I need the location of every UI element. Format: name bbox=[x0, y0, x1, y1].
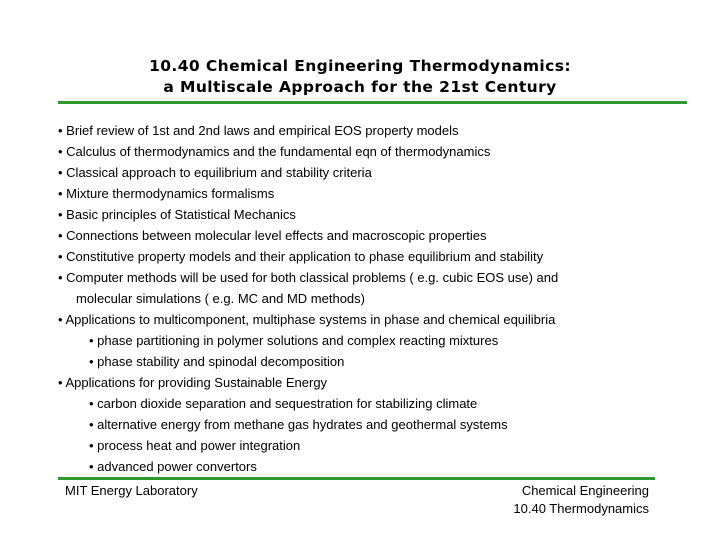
sub-bullet-item: • alternative energy from methane gas hydrates and geothermal systems bbox=[89, 417, 508, 432]
bullet-item: • Constitutive property models and their application to phase equilibrium and stability bbox=[58, 249, 544, 264]
bullet-continuation: molecular simulations ( e.g. MC and MD methods) bbox=[76, 291, 365, 306]
sub-bullet-item: • carbon dioxide separation and sequestration for stabilizing climate bbox=[89, 396, 478, 411]
bullet-item: • Basic principles of Statistical Mechanics bbox=[58, 207, 296, 222]
bullet-item: • Connections between molecular level effects and macroscopic properties bbox=[58, 228, 487, 243]
sub-bullet-item: • phase stability and spinodal decomposition bbox=[89, 354, 345, 369]
bullet-item: • Applications for providing Sustainable Energy bbox=[58, 375, 328, 390]
footer-divider bbox=[58, 477, 655, 480]
sub-bullet-item: • phase partitioning in polymer solutions and complex reacting mixtures bbox=[89, 333, 499, 348]
title-line-1: 10.40 Chemical Engineering Thermodynamics: bbox=[149, 57, 571, 75]
slide-title bbox=[0, 56, 720, 98]
bullet-item: • Applications to multicomponent, multiphase systems in phase and chemical equilibria bbox=[58, 312, 556, 327]
footer-department: Chemical Engineering bbox=[521, 483, 649, 498]
footer-lab-name: MIT Energy Laboratory bbox=[65, 483, 198, 498]
title-line-2: a Multiscale Approach for the 21st Century bbox=[163, 78, 557, 96]
bullet-item: • Computer methods will be used for both classical problems ( e.g. cubic EOS use) and bbox=[58, 270, 559, 285]
bullet-item: • Brief review of 1st and 2nd laws and empirical EOS property models bbox=[58, 123, 459, 138]
bullet-item: • Calculus of thermodynamics and the fundamental eqn of thermodynamics bbox=[58, 144, 491, 159]
footer-course-info bbox=[513, 482, 649, 518]
bullet-item: • Mixture thermodynamics formalisms bbox=[58, 186, 275, 201]
title-divider bbox=[58, 101, 687, 104]
bullet-item: • Classical approach to equilibrium and stability criteria bbox=[58, 165, 372, 180]
footer-course: 10.40 Thermodynamics bbox=[513, 501, 649, 516]
sub-bullet-item: • process heat and power integration bbox=[89, 438, 301, 453]
bullet-list bbox=[58, 120, 558, 477]
sub-bullet-item: • advanced power convertors bbox=[89, 459, 257, 474]
